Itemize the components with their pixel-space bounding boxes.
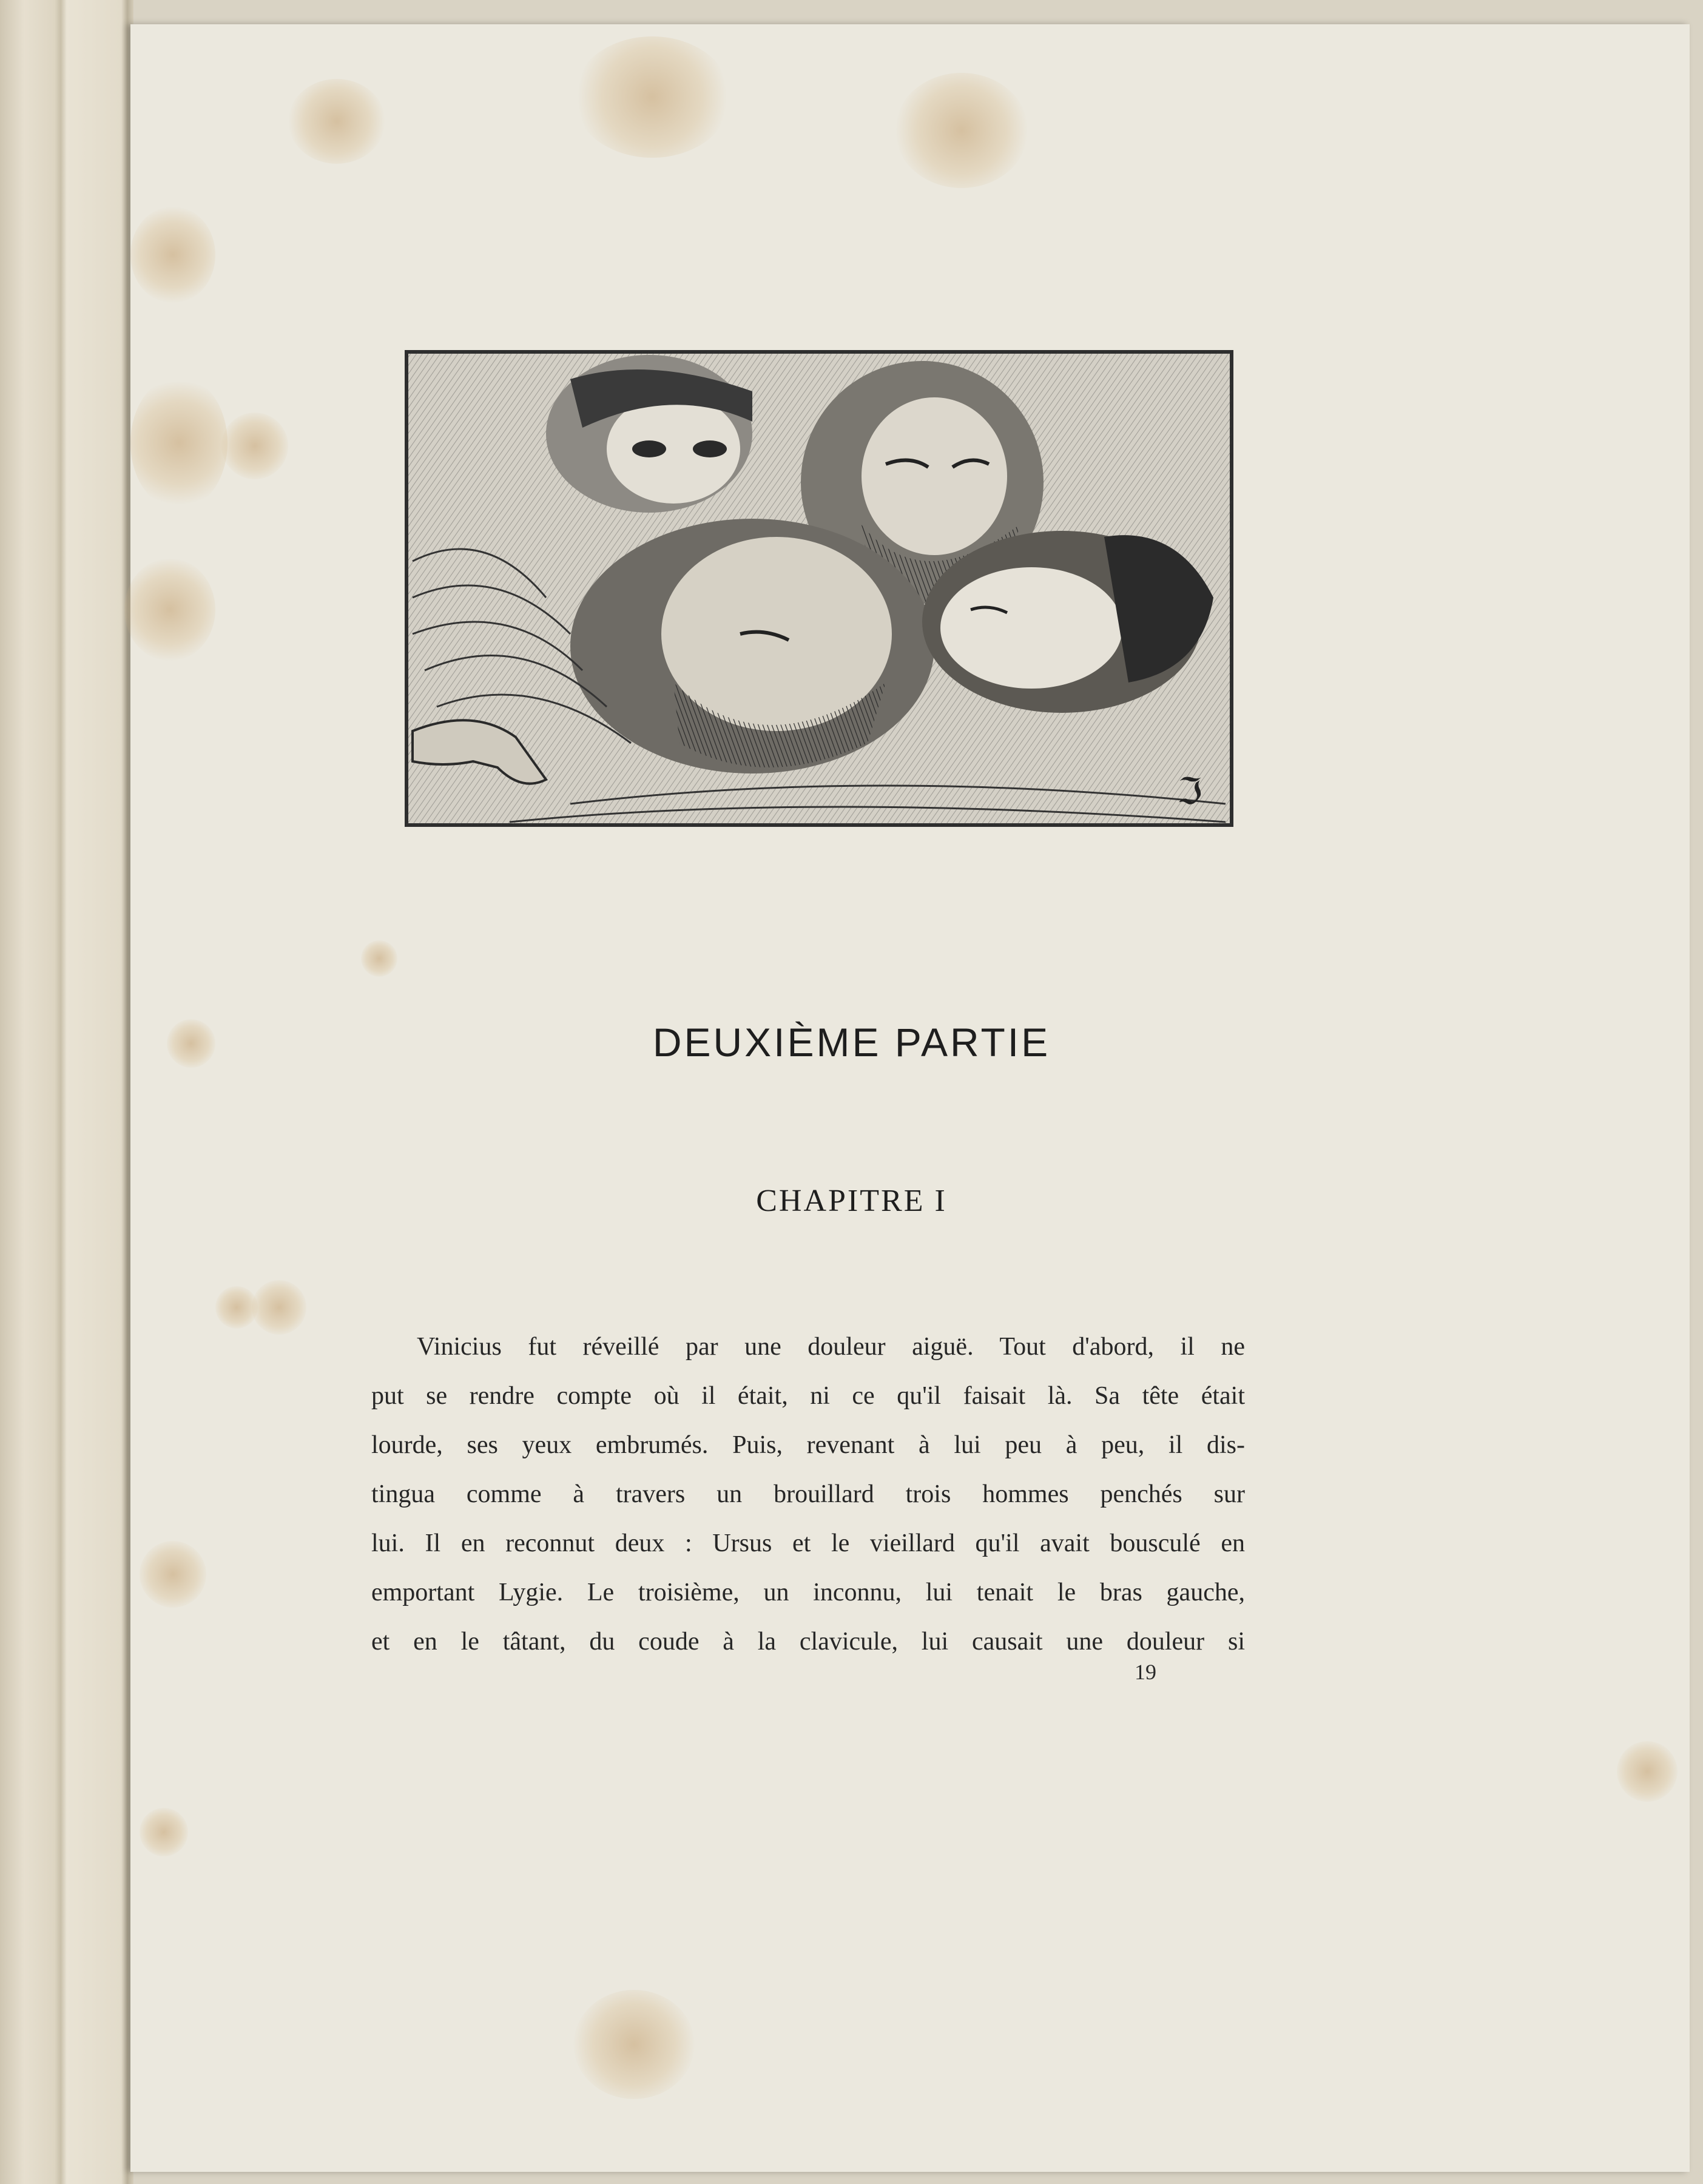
chapter-paragraph	[371, 1323, 1245, 1667]
foxing-stain	[573, 1990, 695, 2099]
foxing-stain	[215, 1286, 258, 1329]
text-line: lourde, ses yeux embrumés. Puis, revenant à lui peu à peu, il dis-	[371, 1431, 1245, 1459]
foxing-stain	[361, 940, 397, 977]
foxing-stain	[252, 1280, 306, 1335]
foxing-stain	[573, 36, 731, 158]
foxing-stain	[130, 376, 228, 510]
artist-monogram: ℑ	[1177, 772, 1202, 812]
foxing-stain	[895, 73, 1028, 188]
text-line: lui. Il en reconnut deux : Ursus et le vieillard qu'il avait bousculé en	[371, 1529, 1245, 1557]
foxing-stain	[130, 206, 215, 303]
engraved-illustration	[388, 343, 1268, 858]
text-line: Vinicius fut réveillé par une douleur aiguë. Tout d'abord, il ne	[417, 1333, 1245, 1361]
foxing-stain	[221, 413, 288, 479]
foxing-stain	[140, 1541, 206, 1608]
foxing-stain	[288, 79, 385, 164]
foxing-stain	[124, 558, 215, 661]
text-line: tingua comme à travers un brouillard trois hommes penchés sur	[371, 1480, 1245, 1508]
book-spine	[0, 0, 133, 2184]
foxing-stain	[1617, 1741, 1678, 1802]
page-number: 19	[1135, 1660, 1156, 1684]
text-line: et en le tâtant, du coude à la clavicule, lui causait une douleur si	[371, 1628, 1245, 1656]
text-line: put se rendre compte où il était, ni ce qu'il faisait là. Sa tête était	[371, 1382, 1245, 1410]
text-line: emportant Lygie. Le troisième, un inconnu, lui tenait le bras gauche,	[371, 1579, 1245, 1606]
part-title: DEUXIÈME PARTIE	[652, 1020, 1051, 1065]
foxing-stain	[140, 1808, 188, 1856]
chapter-title: CHAPITRE I	[756, 1184, 947, 1218]
